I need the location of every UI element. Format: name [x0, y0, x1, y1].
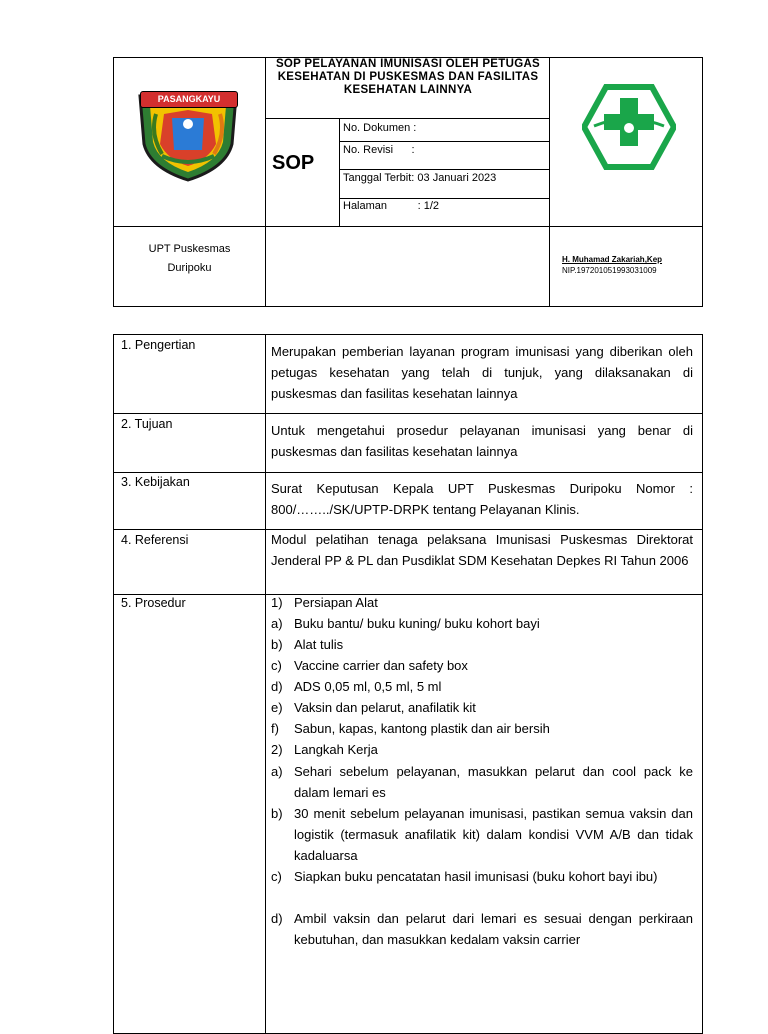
meta-divider [339, 198, 549, 199]
section-label-referensi: 4. Referensi [121, 533, 189, 547]
procedure-text: Sehari sebelum pelayanan, masukkan pelarut dan cool pack ke dalam lemari es [294, 764, 693, 800]
table-row-divider [113, 472, 703, 473]
procedure-marker: e) [271, 700, 283, 715]
section-text-referensi: Modul pelatihan tenaga pelaksana Imunisasi Puskesmas Direktorat Jenderal PP & PL dan Pusdiklat SDM Kesehatan Depkes RI Tahun 2006 [271, 532, 693, 568]
header-divider [339, 118, 340, 226]
section-label-prosedur: 5. Prosedur [121, 596, 186, 610]
procedure-marker: 1) [271, 595, 283, 610]
procedure-marker: d) [271, 679, 283, 694]
procedure-text: Buku bantu/ buku kuning/ buku kohort bayi [294, 616, 540, 631]
section-text-kebijakan: Surat Keputusan Kepala UPT Puskesmas Duripoku Nomor : 800/……../SK/UPTP-DRPK tentang Pelayanan Klinis. [271, 481, 693, 517]
header-divider [113, 226, 703, 227]
sop-label: SOP [272, 152, 315, 174]
document-title: SOP PELAYANAN IMUNISASI OLEH PETUGAS KESEHATAN DI PUSKESMAS DAN FASILITAS KESEHATAN LAINNYA [275, 58, 541, 96]
section-label-kebijakan: 3. Kebijakan [121, 475, 190, 489]
procedure-text: Vaksin dan pelarut, anafilatik kit [294, 700, 476, 715]
header-divider [549, 57, 550, 307]
procedure-text: ADS 0,05 ml, 0,5 ml, 5 ml [294, 679, 442, 694]
puskesmas-logo-icon [582, 84, 676, 170]
procedure-marker: 2) [271, 742, 283, 757]
meta-issue-date: Tanggal Terbit: 03 Januari 2023 [343, 172, 497, 184]
meta-revision: No. Revisi : [343, 144, 415, 156]
meta-page: Halaman : 1/2 [343, 200, 439, 212]
unit-label: UPT Puskesmas [148, 243, 231, 255]
procedure-text: Sabun, kapas, kantong plastik dan air bersih [294, 721, 550, 736]
procedure-text: Siapkan buku pencatatan hasil imunisasi (buku kohort bayi ibu) [294, 869, 658, 884]
signer-name: H. Muhamad Zakariah,Kep [562, 255, 663, 264]
table-column-divider [265, 334, 266, 1034]
procedure-text: Vaccine carrier dan safety box [294, 658, 468, 673]
procedure-marker: b) [271, 806, 283, 821]
procedure-marker: f) [271, 721, 279, 736]
procedure-text: Alat tulis [294, 637, 344, 652]
meta-document-number: No. Dokumen : [343, 122, 417, 134]
procedure-marker: c) [271, 869, 282, 884]
meta-divider [339, 169, 549, 170]
unit-name [113, 240, 266, 278]
procedure-marker: a) [271, 616, 283, 631]
procedure-marker: d) [271, 911, 283, 926]
procedure-text: Ambil vaksin dan pelarut dari lemari es sesuai dengan perkiraan kebutuhan, dan masukkan kedalam vaksin carrier [294, 911, 693, 947]
section-text-pengertian: Merupakan pemberian layanan program imunisasi yang diberikan oleh petugas kesehatan yang telah di tunjuk, yang dilaksanakan di puskesmas dan fasilitas kesehatan lainnya [271, 344, 693, 401]
table-row-divider [113, 413, 703, 414]
section-label-tujuan: 2. Tujuan [121, 417, 173, 431]
regency-logo-banner: PASANGKAYU [140, 91, 238, 108]
procedure-marker: b) [271, 637, 283, 652]
unit-location: Duripoku [167, 262, 212, 274]
meta-divider [339, 141, 549, 142]
section-text-tujuan: Untuk mengetahui prosedur pelayanan imunisasi yang benar di puskesmas dan fasilitas kesehatan lainnya [271, 423, 693, 459]
procedure-text: Langkah Kerja [294, 742, 378, 757]
signer-nip: NIP.197201051993031009 [562, 266, 657, 275]
procedure-text: 30 menit sebelum pelayanan imunisasi, pastikan semua vaksin dan logistik (termasuk anafilatik kit) dalam kondisi VVM A/B dan tidak kadaluarsa [294, 806, 693, 863]
procedure-marker: a) [271, 764, 283, 779]
procedure-marker: c) [271, 658, 282, 673]
procedure-text: Persiapan Alat [294, 595, 378, 610]
section-label-pengertian: 1. Pengertian [121, 338, 196, 352]
header-divider [265, 118, 549, 119]
